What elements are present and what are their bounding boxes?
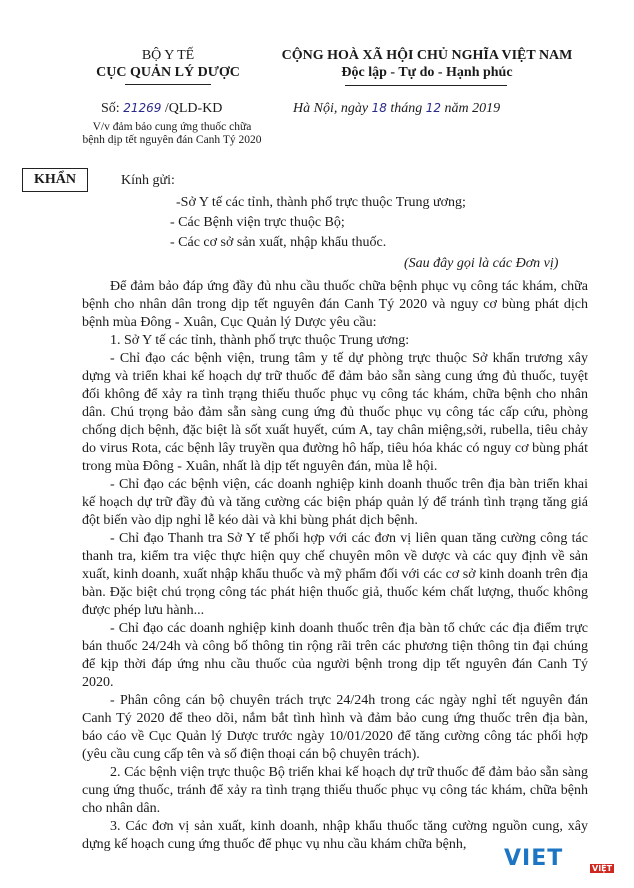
ministry-name: BỘ Y TẾ	[141, 48, 195, 63]
body-paragraph: 2. Các bệnh viện trực thuộc Bộ triển khai kế hoạch dự trữ thuốc để đảm bảo sẵn sàng cung ứng thuốc, tránh để xảy ra tình trạng thiếu thuốc phục vụ công tác khám, chữa bệnh cho nhân dân.	[82, 765, 588, 816]
body-paragraph: - Phân công cán bộ chuyên trách trực 24/24h trong các ngày nghỉ tết nguyên đán Canh Tý 2020 để theo dõi, nắm bắt tình hình và đảm bảo cung ứng thuốc trên địa bàn, báo cáo về Cục Quản lý Dược trước ngày 10/01/2020 để tăng cường công tác phối hợp (yêu cầu cung cấp tên và số điện thoại cán bộ chuyên trách).	[82, 693, 588, 762]
date-day: 18	[371, 101, 387, 115]
body-paragraph: - Chỉ đạo các doanh nghiệp kinh doanh thuốc trên địa bàn tổ chức các địa điểm trực bán thuốc 24/24h và công bố thông tin rộng rãi trên các phương tiện thông tin đại chúng để kịp thời đáp ứng nhu cầu thuốc của người bệnh trong dịp tết nguyên đán Canh Tý 2020.	[82, 621, 588, 690]
body-paragraph: 3. Các đơn vị sản xuất, kinh doanh, nhập khẩu thuốc tăng cường nguồn cung, xây dựng kế hoạch cung ứng thuốc để phục vụ nhu cầu khám chữa bệnh,	[82, 819, 588, 852]
date-month: 12	[425, 101, 442, 115]
date-month-label: tháng	[386, 101, 426, 116]
date-year: năm 2019	[441, 101, 501, 116]
watermark-logo	[504, 846, 614, 876]
urgent-stamp: KHẨN	[22, 168, 88, 192]
body-paragraph: Để đảm bảo đáp ứng đầy đủ nhu cầu thuốc chữa bệnh phục vụ công tác khám, chữa bệnh cho nhân dân trong dịp tết nguyên đán Canh Tý 2020 và nguy cơ bùng phát dịch bệnh mùa Đông - Xuân, Cục Quản lý Dược yêu cầu:	[82, 279, 588, 330]
document-body	[82, 278, 588, 854]
recipient-item: -Sở Y tế các tỉnh, thành phố trực thuộc Trung ương;	[176, 195, 466, 210]
department-underline	[125, 84, 211, 85]
motto-underline	[345, 85, 507, 86]
watermark-tag: VIỆT	[592, 864, 613, 873]
doc-number-handwritten: 21269	[123, 101, 162, 115]
doc-number-prefix: Số:	[101, 101, 124, 116]
body-paragraph: - Chỉ đạo các bệnh viện, các doanh nghiệp kinh doanh thuốc trên địa bàn triển khai kế hoạch dự trữ đầy đủ và tăng cường các biện pháp quản lý để tránh tình trạng tăng giá đột biến vào dịp nghỉ lễ kéo dài và khi bùng phát dịch bệnh.	[82, 477, 588, 528]
body-paragraph: 1. Sở Y tế các tỉnh, thành phố trực thuộc Trung ương:	[110, 333, 410, 348]
nation-motto: Độc lập - Tự do - Hạnh phúc	[341, 65, 513, 80]
date-line	[293, 101, 500, 117]
recipient-item: - Các cơ sở sản xuất, nhập khẩu thuốc.	[170, 235, 387, 250]
recipient-item: - Các Bệnh viện trực thuộc Bộ;	[170, 215, 345, 230]
body-paragraph: - Chỉ đạo các bệnh viện, trung tâm y tế dự phòng trực thuộc Sở khẩn trương xây dựng và triển khai kế hoạch dự trữ thuốc để đảm bảo sẵn sàng cung ứng đủ thuốc, tuyệt đối không để xảy ra tình trạng thiếu thuốc phục vụ công tác khám, chữa bệnh cho nhân dân. Chú trọng bảo đảm sẵn sàng cung ứng đủ thuốc phục vụ công tác cấp cứu, phòng chống dịch bệnh, đặc biệt là sốt xuất huyết, cúm A, tay chân miệng,sởi, rubella, tiêu chảy do virus Rota, các bệnh lây truyền qua đường hô hấp, tiêu hóa khác có nguy cơ bùng phát trong mùa Đông - Xuân, nhất là dịp tết nguyên đán, mùa lễ hội.	[82, 351, 588, 474]
document-number	[101, 101, 222, 117]
doc-number-suffix: /QLD-KD	[161, 101, 223, 116]
recipient-note: (Sau đây gọi là các Đơn vị)	[404, 256, 559, 271]
body-paragraph: - Chỉ đạo Thanh tra Sở Y tế phối hợp với các đơn vị liên quan tăng cường công tác thanh tra, kiểm tra việc thực hiện quy chế chuyên môn về dược và các quy định về sản xuất, kinh doanh, xuất nhập khẩu thuốc và mỹ phẩm đối với các cơ sở kinh doanh trên địa bàn. Đặc biệt chú trọng công tác phát hiện thuốc giả, thuốc kém chất lượng, thuốc không được phép lưu hành...	[82, 531, 588, 618]
date-place: Hà Nội, ngày	[293, 101, 372, 116]
greeting: Kính gửi:	[121, 173, 175, 188]
nation-title: CỘNG HOÀ XÃ HỘI CHỦ NGHĨA VIỆT NAM	[281, 48, 573, 63]
subject-line: V/v đảm bảo cung ứng thuốc chữa bệnh dịp tết nguyên đán Canh Tý 2020	[82, 121, 262, 146]
department-name: CỤC QUẢN LÝ DƯỢC	[96, 65, 240, 80]
watermark-brand: VIET	[504, 846, 564, 871]
